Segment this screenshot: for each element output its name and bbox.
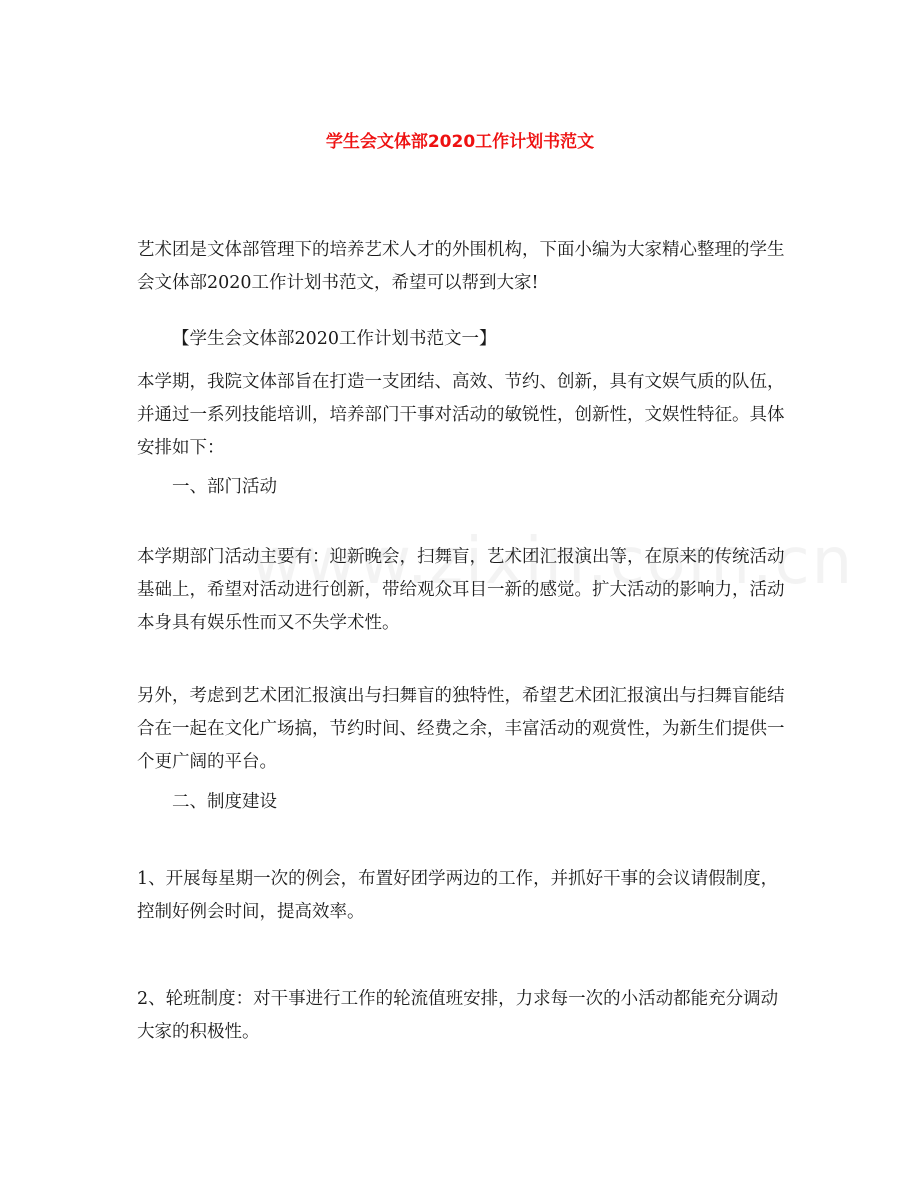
rule-weekly-meeting: 1、开展每星期一次的例会，布置好团学两边的工作，并抓好干事的会议请假制度，控制好例会时间，提高效率。 <box>137 869 779 922</box>
additional-paragraph: 另外，考虑到艺术团汇报演出与扫舞盲的独特性，希望艺术团汇报演出与扫舞盲能结合在一起在文化广场搞，节约时间、经费之余，丰富活动的观赏性，为新生们提供一个更广阔的平台。 <box>137 686 785 772</box>
intro-paragraph: 艺术团是文体部管理下的培养艺术人才的外围机构，下面小编为大家精心整理的学生会文体部2020工作计划书范文，希望可以帮到大家! <box>137 240 785 293</box>
rule-duty-rotation: 2、轮班制度：对干事进行工作的轮流值班安排，力求每一次的小活动都能充分调动大家的积极性。 <box>137 989 779 1042</box>
heading-department-activities: 一、部门活动 <box>172 477 277 497</box>
heading-system-building: 二、制度建设 <box>172 792 277 812</box>
section-heading: 【学生会文体部2020工作计划书范文一】 <box>172 329 497 349</box>
activities-paragraph: 本学期部门活动主要有：迎新晚会，扫舞盲，艺术团汇报演出等，在原来的传统活动基础上，希望对活动进行创新，带给观众耳目一新的感觉。扩大活动的影响力，活动本身具有娱乐性而又不失学术性。 <box>137 547 785 633</box>
overview-paragraph: 本学期，我院文体部旨在打造一支团结、高效、节约、创新，具有文娱气质的队伍，并通过一系列技能培训，培养部门干事对活动的敏锐性，创新性，文娱性特征。具体安排如下： <box>137 372 785 458</box>
document-title: 学生会文体部2020工作计划书范文 <box>325 132 595 152</box>
